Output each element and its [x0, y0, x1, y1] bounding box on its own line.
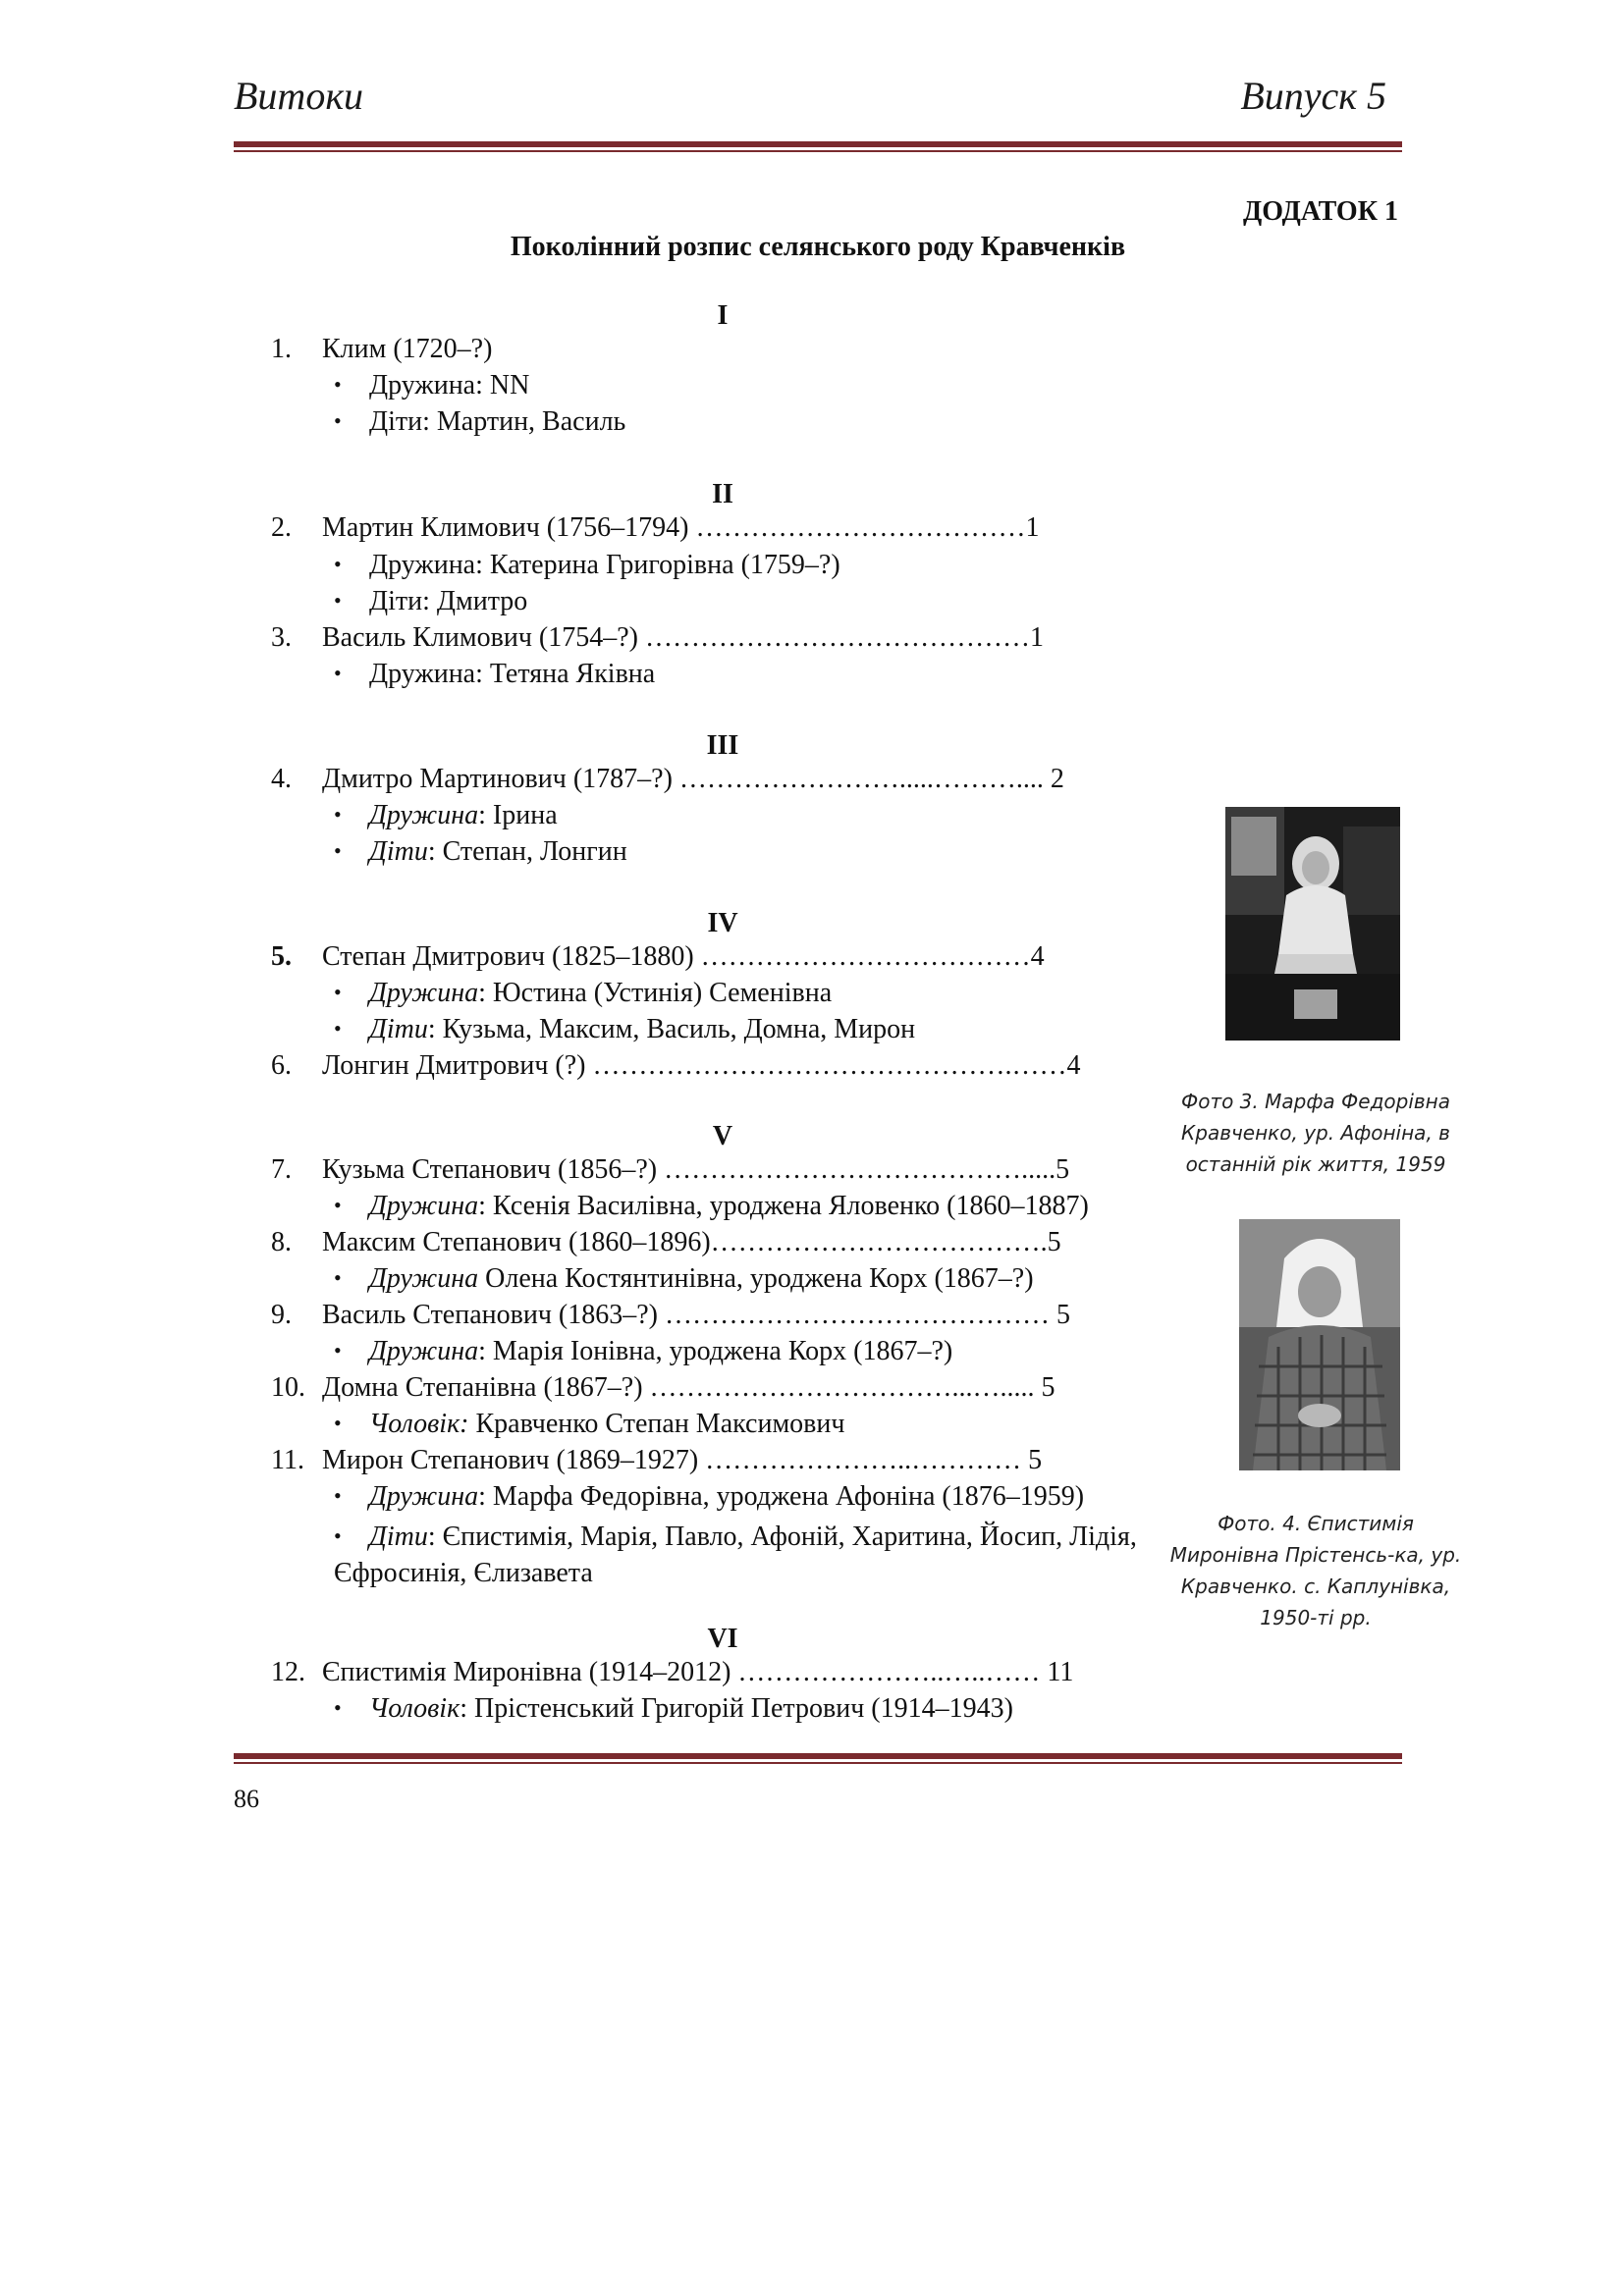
list-item [334, 1518, 1168, 1591]
bullet-icon: • [334, 588, 342, 613]
list-item [334, 1693, 1013, 1725]
entry-number: 4. [271, 764, 292, 794]
bullet-icon: • [334, 1523, 342, 1548]
relation-label: Дружина [369, 370, 476, 400]
list-item [334, 586, 527, 617]
bullet-icon: • [334, 1016, 342, 1041]
relation-value: : Степан, Лонгин [427, 836, 627, 867]
entry-text: Кузьма Степанович (1856–?) ………………………………….....5 [322, 1154, 1070, 1185]
relation-label: Дружина [369, 1481, 479, 1512]
relation-label: Діти [369, 586, 423, 616]
entry-text: Мирон Степанович (1869–1927) …………………..………… 5 [322, 1445, 1043, 1475]
bullet-icon: • [334, 980, 342, 1004]
entry-text: Василь Климович (1754–?) ……………………………………1 [322, 622, 1044, 653]
photo-image [1239, 1219, 1400, 1470]
list-item [334, 800, 558, 831]
entry-text: Максим Степанович (1860–1896)……………………………….5 [322, 1227, 1061, 1257]
bullet-icon: • [334, 1338, 342, 1362]
relation-value: : Кузьма, Максим, Василь, Домна, Мирон [427, 1014, 916, 1044]
generation-heading: III [706, 730, 739, 761]
relation-value: : Єпистимія, Марія, Павло, Афоній, Харитина, Йосип, Лідія, Єфросинія, Єлизавета [334, 1522, 1137, 1588]
list-item [334, 550, 840, 581]
photo-marfa-kravchenko [1225, 807, 1400, 1041]
entry-number: 2. [271, 512, 292, 543]
entry-text: Клим (1720–?) [322, 334, 493, 364]
bullet-icon: • [334, 1695, 342, 1720]
relation-value: : Дмитро [422, 586, 528, 616]
relation-label: Діти [369, 836, 428, 867]
bullet-icon: • [334, 1265, 342, 1290]
relation-value: : Мартин, Василь [422, 406, 626, 437]
entry-text: Степан Дмитрович (1825–1880) ………………………………4 [322, 941, 1045, 972]
entry-text: Домна Степанівна (1867–?) ……………………………...…..... 5 [322, 1372, 1056, 1403]
entry-number: 7. [271, 1154, 292, 1185]
relation-label: Дружина [369, 1263, 479, 1294]
genealogy-entry [271, 334, 492, 365]
entry-number: 11. [271, 1445, 304, 1475]
relation-label: Чоловік: [369, 1409, 469, 1439]
genealogy-entry [271, 1300, 1070, 1331]
issue-label: Випуск 5 [1240, 74, 1386, 118]
genealogy-entry [271, 1372, 1056, 1404]
genealogy-entry [271, 764, 1064, 795]
genealogy-entry [271, 1227, 1061, 1258]
entry-number: 8. [271, 1227, 292, 1257]
list-item [334, 659, 655, 690]
list-item [334, 1336, 952, 1367]
relation-label: Діти [369, 1014, 428, 1044]
list-item [334, 1263, 1034, 1295]
relation-value: : Ірина [478, 800, 558, 830]
entry-number: 12. [271, 1657, 305, 1687]
list-item [334, 1481, 1084, 1513]
entry-number: 6. [271, 1050, 292, 1081]
bullet-icon: • [334, 661, 342, 685]
footer-rule [234, 1753, 1402, 1764]
bullet-icon: • [334, 838, 342, 863]
bullet-icon: • [334, 1483, 342, 1508]
photo-caption: Фото. 4. Єпистимія Миронівна Прістенсь-ка, ур. Кравченко. с. Каплунівка, 1950-ті рр. [1169, 1512, 1462, 1629]
entry-number: 1. [271, 334, 292, 364]
genealogy-entry [271, 1445, 1042, 1476]
bullet-icon: • [334, 1193, 342, 1217]
genealogy-entry [271, 1154, 1069, 1186]
generation-heading: II [712, 479, 733, 509]
generation-heading: I [717, 300, 729, 331]
relation-label: Дружина [369, 550, 476, 580]
list-item [334, 1409, 844, 1440]
header-rule [234, 141, 1402, 152]
genealogy-entry [271, 941, 1045, 973]
entry-number: 9. [271, 1300, 292, 1330]
relation-value: : NN [475, 370, 530, 400]
photo-caption: Фото 3. Марфа Федорівна Кравченко, ур. Афоніна, в останній рік життя, 1959 [1180, 1090, 1450, 1176]
genealogy-entry [271, 512, 1039, 544]
list-item [334, 1191, 1089, 1222]
relation-value: : Марфа Федорівна, уроджена Афоніна (1876–1959) [478, 1481, 1085, 1512]
relation-value: : Ксенія Василівна, уроджена Яловенко (1860–1887) [478, 1191, 1089, 1221]
list-item [334, 836, 627, 868]
relation-value: : Тетяна Яківна [475, 659, 656, 689]
entry-text: Мартин Климович (1756–1794) ………………………………1 [322, 512, 1040, 543]
entry-text: Лонгин Дмитрович (?) ……………………………………….……4 [322, 1050, 1081, 1081]
relation-label: Дружина [369, 800, 479, 830]
genealogy-entry [271, 1050, 1080, 1082]
relation-value: : Марія Іонівна, уроджена Корх (1867–?) [478, 1336, 953, 1366]
relation-value: : Катерина Григорівна (1759–?) [475, 550, 840, 580]
appendix-label: ДОДАТОК 1 [1242, 196, 1398, 227]
genealogy-entry [271, 622, 1044, 654]
relation-value: : Прістенський Григорій Петрович (1914–1943) [460, 1693, 1013, 1724]
generation-heading: IV [707, 908, 738, 938]
bullet-icon: • [334, 552, 342, 576]
photo-image [1225, 807, 1400, 1041]
entry-text: Єпистимія Миронівна (1914–2012) …………………..…..…… 11 [322, 1657, 1074, 1687]
entry-number: 5. [271, 941, 292, 972]
bullet-icon: • [334, 408, 342, 433]
list-item [334, 370, 529, 401]
relation-label: Дружина [369, 1336, 479, 1366]
genealogy-entry [271, 1657, 1073, 1688]
relation-value: Кравченко Степан Максимович [468, 1409, 845, 1439]
relation-value: Олена Костянтинівна, уроджена Корх (1867–?) [478, 1263, 1034, 1294]
relation-value: : Юстина (Устинія) Семенівна [478, 978, 833, 1008]
journal-title: Витоки [234, 74, 364, 118]
page-title: Поколінний розпис селянського роду Кравченків [510, 232, 1126, 262]
entry-number: 3. [271, 622, 292, 653]
entry-text: Василь Степанович (1863–?) …………………………………… 5 [322, 1300, 1070, 1330]
relation-label: Діти [369, 1522, 428, 1552]
generation-heading: VI [707, 1624, 738, 1654]
list-item [334, 406, 625, 438]
page-number: 86 [234, 1785, 259, 1813]
generation-heading: V [712, 1121, 733, 1151]
relation-label: Чоловік [369, 1693, 460, 1724]
list-item [334, 978, 832, 1009]
bullet-icon: • [334, 802, 342, 827]
relation-label: Дружина [369, 1191, 479, 1221]
relation-label: Дружина [369, 978, 479, 1008]
entry-number: 10. [271, 1372, 305, 1403]
bullet-icon: • [334, 1411, 342, 1435]
entry-text: Дмитро Мартинович (1787–?) …………………….....……….... 2 [322, 764, 1064, 794]
relation-label: Дружина [369, 659, 476, 689]
list-item [334, 1014, 915, 1045]
bullet-icon: • [334, 372, 342, 397]
photo-epystymiia-pristenska [1239, 1219, 1400, 1470]
relation-label: Діти [369, 406, 423, 437]
